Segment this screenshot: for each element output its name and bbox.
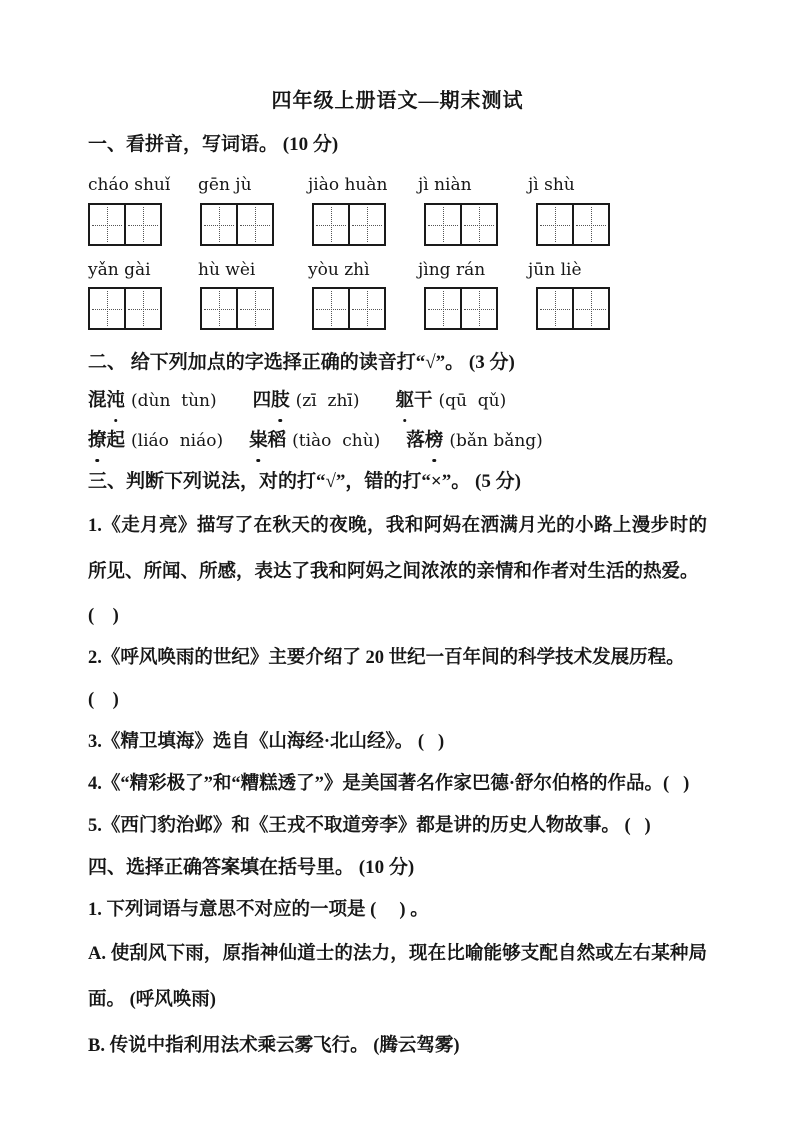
section-1-heading: 一、看拼音，写词语。 (10 分) [88, 134, 339, 155]
grid-cell [90, 205, 124, 244]
grid-cell [202, 289, 236, 328]
writing-grid [424, 287, 498, 330]
word-part: 落 [406, 431, 425, 451]
dotted-character: 躯 [395, 381, 414, 421]
writing-grid [88, 203, 162, 246]
dotted-character: 榜 [425, 421, 444, 461]
pronunciation-row-1 [88, 381, 707, 421]
pinyin-label: jiào huàn [308, 175, 388, 195]
section-3-heading: 三、判断下列说法，对的打“√”，错的打“×”。 (5 分) [88, 471, 521, 492]
judgment-item-3: 3.《精卫填海》选自《山海经·北山经》。 ( ) [88, 732, 445, 752]
choice-option-a: A. 使刮风下雨，原指神仙道士的法力，现在比喻能够支配自然或左右某种局面。 (呼风唤雨) [88, 944, 707, 1010]
writing-grid [312, 203, 386, 246]
pronunciation-row-2 [88, 421, 707, 461]
grid-cell [348, 289, 384, 328]
grid-cell [124, 205, 160, 244]
grid-cell [572, 205, 608, 244]
writing-grid-row-2 [88, 287, 707, 330]
pinyin-label: cháo shuǐ [88, 175, 171, 195]
grid-cell [538, 205, 572, 244]
grid-cell [314, 205, 348, 244]
pinyin-options: (qū qǔ) [438, 391, 507, 411]
writing-grid [536, 203, 610, 246]
writing-grid [88, 287, 162, 330]
pronunciation-item [395, 381, 506, 421]
pinyin-label: hù wèi [198, 260, 256, 280]
pinyin-options: (zī zhī) [295, 391, 360, 411]
judgment-item-1: 1.《走月亮》描写了在秋天的夜晚，我和阿妈在洒满月光的小路上漫步时的所见、所闻、所感，表达了我和阿妈之间浓浓的亲情和作者对生活的热爱。 [88, 516, 707, 582]
dotted-character: 肢 [271, 381, 290, 421]
judgment-item-2: 2.《呼风唤雨的世纪》主要介绍了 20 世纪一百年间的科学技术发展历程。 [88, 648, 685, 668]
answer-blank-1: ( ) [88, 606, 119, 626]
grid-cell [426, 289, 460, 328]
word-part: 干 [413, 391, 433, 411]
pinyin-label: jì niàn [418, 175, 472, 195]
dotted-character: 粜 [249, 421, 268, 461]
section-4-heading: 四、选择正确答案填在括号里。 (10 分) [88, 857, 415, 878]
grid-cell [460, 289, 496, 328]
choice-option-b: B. 传说中指利用法术乘云雾飞行。 (腾云驾雾) [88, 1036, 460, 1056]
choice-question-1: 1. 下列词语与意思不对应的一项是 ( ) 。 [88, 900, 429, 920]
pinyin-label: jìng rán [418, 260, 486, 280]
writing-grid [200, 203, 274, 246]
pinyin-row-2 [88, 259, 707, 281]
grid-cell [314, 289, 348, 328]
pinyin-options: (liáo niáo) [131, 431, 224, 451]
pinyin-row-1 [88, 174, 707, 196]
grid-cell [426, 205, 460, 244]
grid-cell [124, 289, 160, 328]
grid-cell [202, 205, 236, 244]
section-2-heading: 二、 给下列加点的字选择正确的读音打“√”。 (3 分) [88, 352, 515, 373]
judgment-item-5: 5.《西门豹治邺》和《王戎不取道旁李》都是讲的历史人物故事。 ( ) [88, 816, 651, 836]
writing-grid [200, 287, 274, 330]
pinyin-label: jūn liè [528, 260, 582, 280]
answer-blank-2: ( ) [88, 690, 119, 710]
dotted-character: 沌 [107, 381, 126, 421]
pinyin-options: (bǎn bǎng) [449, 431, 543, 451]
writing-grid-row-1 [88, 203, 707, 246]
word-part: 起 [106, 431, 126, 451]
pinyin-label: yǎn gài [88, 260, 151, 280]
pinyin-options: (tiào chù) [292, 431, 381, 451]
dotted-character: 撩 [88, 421, 107, 461]
judgment-item-4: 4.《“精彩极了”和“糟糕透了”》是美国著名作家巴德·舒尔伯格的作品。( ) [88, 774, 690, 794]
grid-cell [572, 289, 608, 328]
pinyin-options: (dùn tùn) [131, 391, 217, 411]
pronunciation-item [88, 421, 223, 461]
pinyin-label: jì shù [528, 175, 575, 195]
writing-grid [424, 203, 498, 246]
pronunciation-item [249, 421, 380, 461]
grid-cell [348, 205, 384, 244]
writing-grid [536, 287, 610, 330]
grid-cell [460, 205, 496, 244]
word-part: 四 [252, 391, 272, 411]
grid-cell [236, 205, 272, 244]
grid-cell [236, 289, 272, 328]
word-part: 稻 [267, 431, 287, 451]
page-title: 四年级上册语文—期末测试 [271, 90, 524, 112]
pinyin-label: gēn jù [198, 175, 252, 195]
grid-cell [538, 289, 572, 328]
pinyin-label: yòu zhì [308, 260, 370, 280]
pronunciation-item [253, 381, 360, 421]
writing-grid [312, 287, 386, 330]
grid-cell [90, 289, 124, 328]
pronunciation-item [406, 421, 543, 461]
pronunciation-item [88, 381, 217, 421]
word-part: 混 [88, 391, 107, 411]
